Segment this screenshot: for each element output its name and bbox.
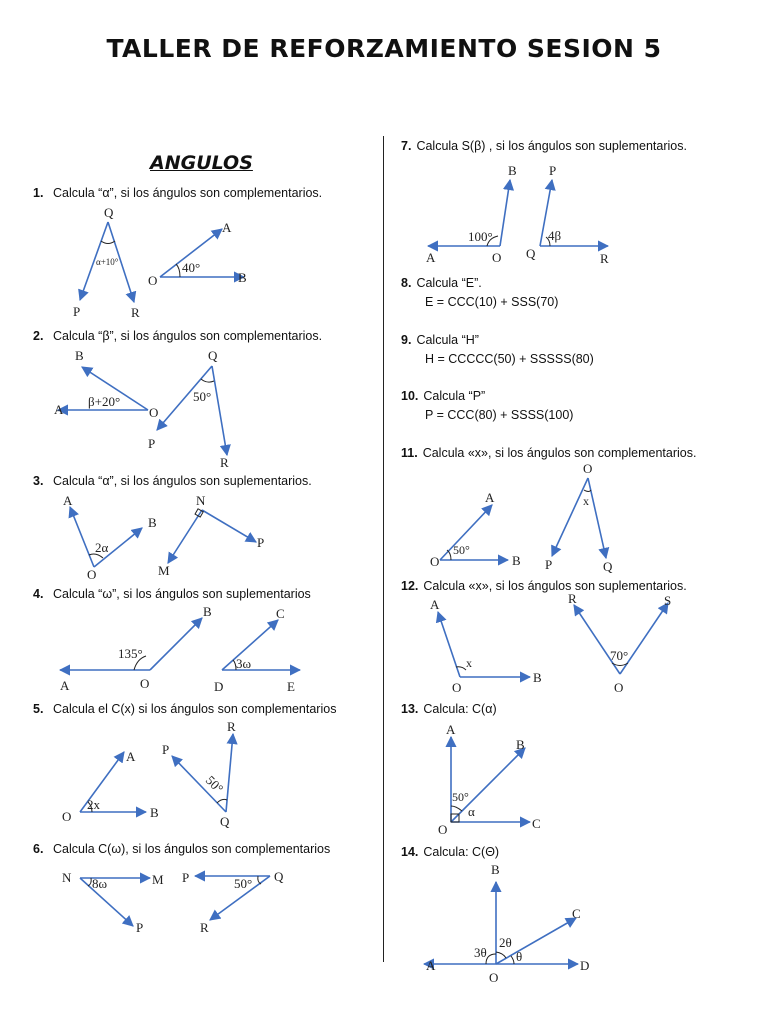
label: A <box>54 402 64 417</box>
labels-fig-2 <box>54 348 229 470</box>
angle-label: 3ω <box>236 656 252 671</box>
angle-label: 50° <box>193 389 212 404</box>
label: Q <box>220 814 230 829</box>
label: N <box>196 493 206 508</box>
label: P <box>549 163 557 178</box>
figure-4-right <box>222 620 300 670</box>
label: A <box>126 749 136 764</box>
label: A <box>426 250 436 265</box>
label: O <box>149 405 159 420</box>
question-8: 8. Calcula “E”. <box>401 276 482 290</box>
label: B <box>491 862 500 877</box>
question-5: 5. Calcula el C(x) si los ángulos son complementarios <box>33 702 337 716</box>
label: O <box>62 809 72 824</box>
angle-label: 2x <box>87 797 100 812</box>
label: P <box>257 535 265 550</box>
label: Q <box>208 348 218 363</box>
angle-label: 4β <box>548 228 562 243</box>
label: M <box>158 563 170 578</box>
angle-label: 2α <box>95 540 109 555</box>
angle-label: 3θ <box>474 945 487 960</box>
label: O <box>452 680 462 695</box>
labels-fig-11 <box>430 461 613 574</box>
label: Q <box>526 246 536 261</box>
angle-label: 50° <box>202 772 227 797</box>
angle-label: x <box>583 494 589 508</box>
label: B <box>75 348 84 363</box>
figure-12-right <box>574 603 668 674</box>
figure-12-left <box>438 612 530 677</box>
label: Q <box>274 869 284 884</box>
figure-11-right <box>552 478 606 558</box>
angle-label: 40° <box>182 260 201 275</box>
label: R <box>200 920 209 935</box>
label: C <box>276 606 285 621</box>
label: B <box>508 163 517 178</box>
label: R <box>227 719 236 734</box>
label: B <box>533 670 542 685</box>
label: O <box>140 676 150 691</box>
label: R <box>131 305 140 320</box>
question-3: 3. Calcula “α”, si los ángulos son suplementarios. <box>33 474 312 488</box>
angle-label: 135° <box>118 646 143 661</box>
label: D <box>214 679 224 694</box>
label: E <box>287 679 295 694</box>
label: D <box>580 958 590 973</box>
question-7: 7. Calcula S(β) , si los ángulos son suplementarios. <box>401 139 687 153</box>
label: P <box>136 920 144 935</box>
angle-label: 2θ <box>499 935 512 950</box>
label: M <box>152 872 164 887</box>
label: A <box>60 678 70 693</box>
label: O <box>492 250 502 265</box>
angle-label: x <box>466 656 472 670</box>
label: R <box>220 455 229 470</box>
label: B <box>203 604 212 619</box>
labels-fig-7 <box>426 163 609 266</box>
labels-fig-1 <box>73 205 247 320</box>
label: S <box>664 593 672 608</box>
labels-fig-12 <box>430 591 671 695</box>
question-14: 14. Calcula: C(Θ) <box>401 845 500 859</box>
labels-fig-6 <box>62 869 284 935</box>
label: Q <box>603 559 613 574</box>
figure-14 <box>424 882 578 964</box>
label: B <box>238 270 247 285</box>
label: R <box>568 591 577 606</box>
angle-label: 50° <box>234 876 253 891</box>
question-4: 4. Calcula “ω”, si los ángulos son suplementarios <box>33 587 311 601</box>
angle-label: 8ω <box>92 876 108 891</box>
label: B <box>512 553 521 568</box>
angle-label: θ <box>516 949 523 964</box>
label: N <box>62 870 72 885</box>
figure-11-left <box>440 505 508 560</box>
angle-label: β+20° <box>88 394 121 409</box>
formula-8: E = CCC(10) + SSS(70) <box>425 295 559 309</box>
angle-label: 70° <box>610 648 629 663</box>
label: P <box>148 436 156 451</box>
angle-label: 50° <box>452 790 469 804</box>
question-9: 9. Calcula “H” <box>401 333 479 347</box>
label: A <box>430 597 440 612</box>
figure-5-right <box>172 734 233 812</box>
question-6: 6. Calcula C(ω), si los ángulos son complementarios <box>33 842 331 856</box>
label: B <box>148 515 157 530</box>
label: P <box>162 742 170 757</box>
label: O <box>148 273 158 288</box>
label: C <box>532 816 541 831</box>
labels-fig-4 <box>60 604 295 694</box>
label: R <box>600 251 609 266</box>
formula-10: P = CCC(80) + SSSS(100) <box>425 408 574 422</box>
angle-label: α <box>468 804 475 819</box>
label: A <box>222 220 232 235</box>
label: O <box>438 822 448 837</box>
label: O <box>489 970 499 985</box>
figure-6-right <box>195 876 270 920</box>
page-title: TALLER DE REFORZAMIENTO SESION 5 <box>106 34 662 63</box>
label: A <box>426 958 436 973</box>
question-13: 13. Calcula: C(α) <box>401 702 497 716</box>
labels-fig-3 <box>63 493 264 582</box>
label: O <box>430 554 440 569</box>
angle-label: 50° <box>453 543 470 557</box>
label: Q <box>104 205 114 220</box>
label: O <box>583 461 593 476</box>
label: C <box>572 906 581 921</box>
question-11: 11. Calcula «x», si los ángulos son complementarios. <box>401 446 697 460</box>
label: O <box>614 680 624 695</box>
question-1: 1. Calcula “α”, si los ángulos son complementarios. <box>33 186 323 200</box>
angle-label: 100° <box>468 229 493 244</box>
figure-3-left <box>70 507 142 567</box>
label: P <box>182 870 190 885</box>
question-10: 10. Calcula “P” <box>401 389 486 403</box>
angle-label: α+10° <box>96 257 119 267</box>
figure-6-left <box>80 878 150 926</box>
label: A <box>446 722 456 737</box>
label: B <box>516 737 525 752</box>
section-title: ANGULOS <box>150 152 253 174</box>
question-12: 12. Calcula «x», si los ángulos son suplementarios. <box>401 579 687 593</box>
question-2: 2. Calcula “β”, si los ángulos son complementarios. <box>33 329 323 343</box>
figure-3-right <box>168 509 256 563</box>
figure-2-right <box>157 366 227 455</box>
label: A <box>63 493 73 508</box>
formula-9: H = CCCCC(50) + SSSSS(80) <box>425 352 594 366</box>
figure-4-left <box>60 618 202 670</box>
label: B <box>150 805 159 820</box>
label: O <box>87 567 97 582</box>
label: A <box>485 490 495 505</box>
label: P <box>73 304 81 319</box>
figure-1-right <box>160 229 244 277</box>
label: P <box>545 557 553 572</box>
